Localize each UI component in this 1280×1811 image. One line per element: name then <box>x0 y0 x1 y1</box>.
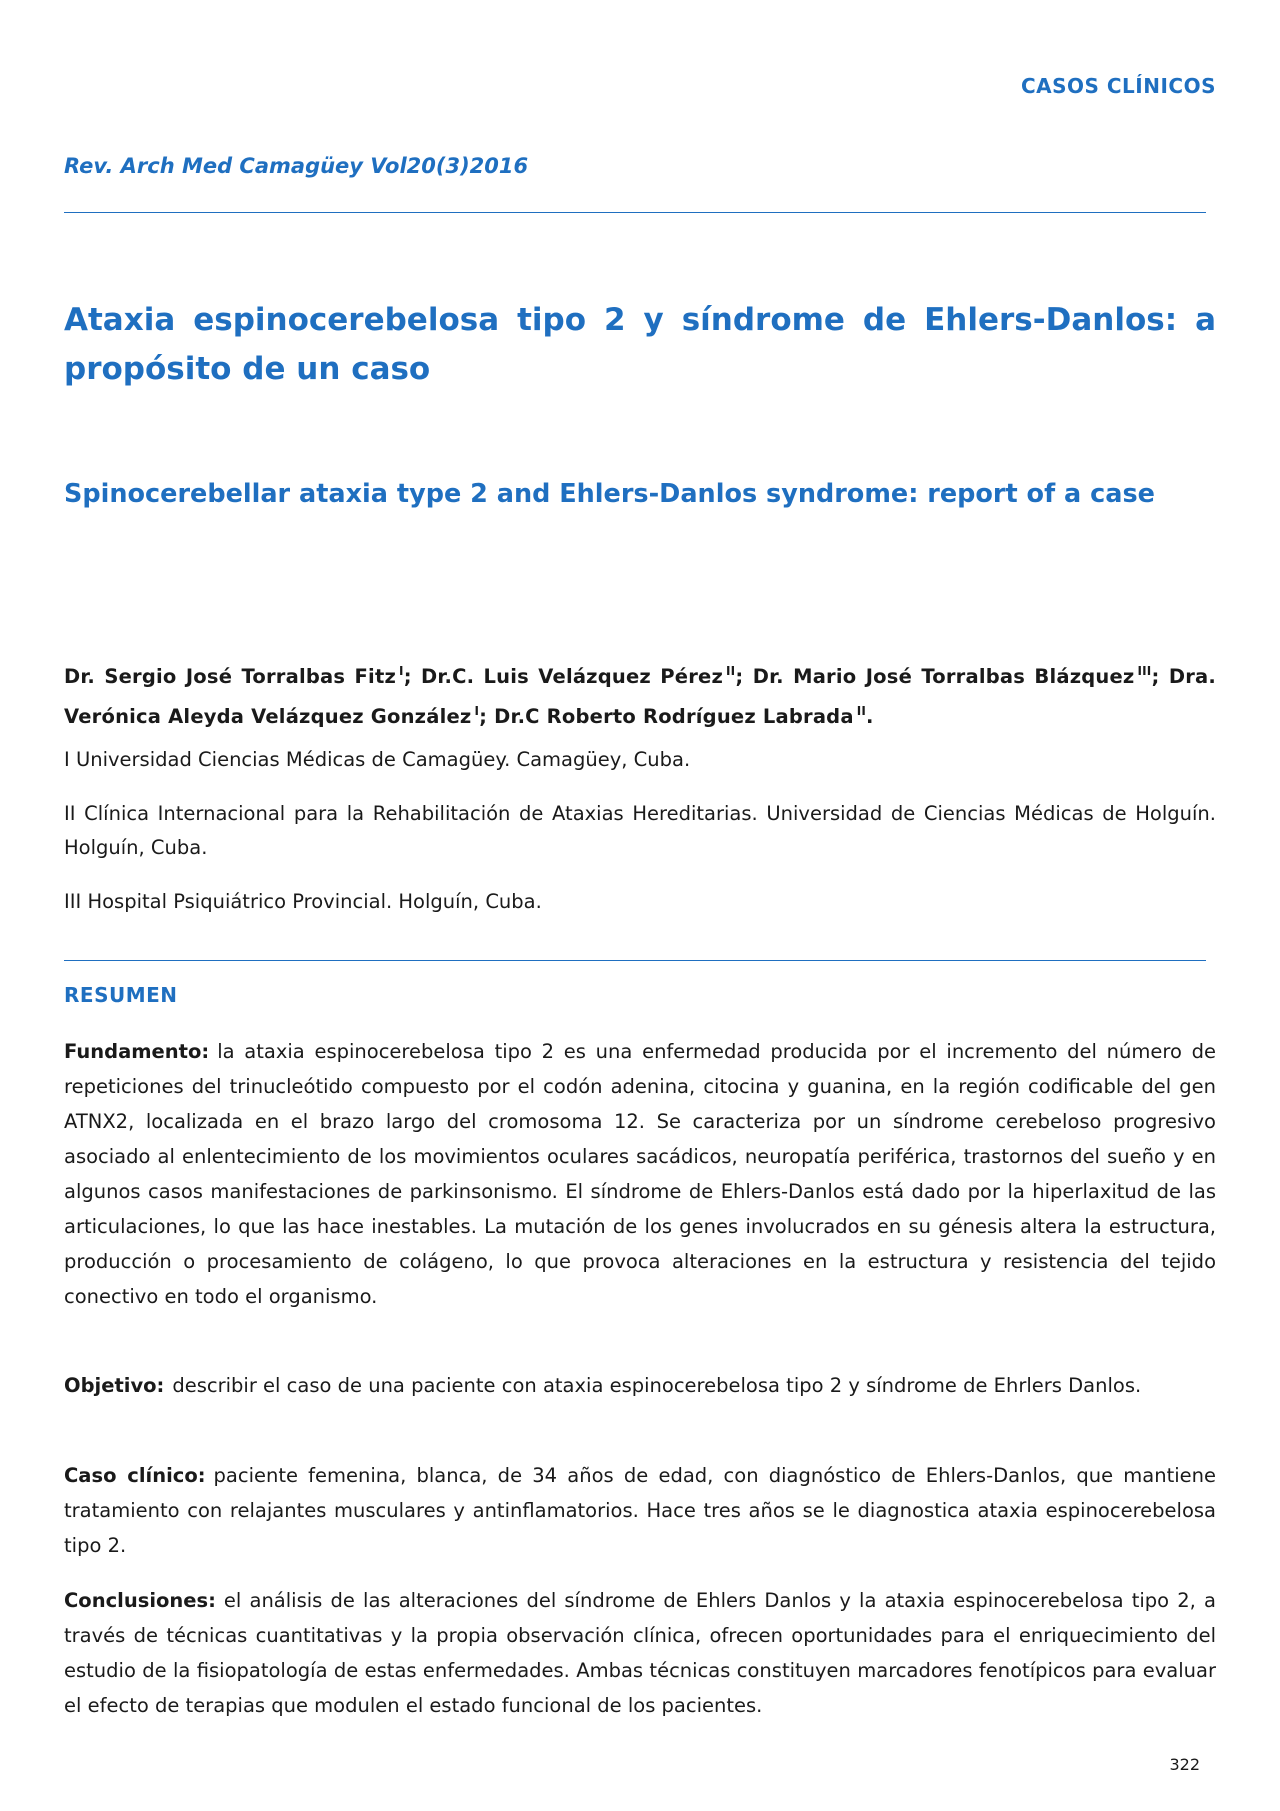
author-list <box>64 654 1216 734</box>
abstract-fundamento <box>64 1034 1216 1314</box>
author: Dr. Mario José Torralbas Blázquez $^{III}$; <box>752 664 1169 688</box>
abstract-conclusiones <box>64 1583 1216 1723</box>
abstract-caso-clinico <box>64 1458 1216 1563</box>
article-title-english: Spinocerebellar ataxia type 2 and Ehlers-Danlos syndrome: report of a case <box>64 479 1155 509</box>
section-label: CASOS CLÍNICOS <box>1020 74 1216 98</box>
objetivo-text: describir el caso de una paciente con ataxia espinocerebelosa tipo 2 y síndrome de Ehrlers Danlos. <box>172 1374 1142 1397</box>
caso-text: paciente femenina, blanca, de 34 años de edad, con diagnóstico de Ehlers-Danlos, que mantiene tratamiento con relajantes musculares y antinflamatorios. Hace tres años se le diagnostica ataxia espinocerebelosa tipo 2. <box>64 1464 1216 1557</box>
affiliation-2: II Clínica Internacional para la Rehabilitación de Ataxias Hereditarias. Universidad de Ciencias Médicas de Holguín. Holguín, Cuba. <box>64 802 1216 859</box>
fundamento-label: Fundamento: <box>64 1040 210 1063</box>
author: Dr.C. Luis Velázquez Pérez $^{II}$; <box>421 664 753 688</box>
page-number: 322 <box>1169 1755 1200 1774</box>
journal-citation: Rev. Arch Med Camagüey Vol20(3)2016 <box>64 154 529 178</box>
conclusiones-text: el análisis de las alteraciones del síndrome de Ehlers Danlos y la ataxia espinocerebelosa tipo 2, a través de técnicas cuantitativas y la propia observación clínica, ofrecen oportunidades para el enriquecimiento del estudio de la fisiopatología de estas enfermedades. Ambas técnicas constituyen marcadores fenotípicos para evaluar el efecto de terapias que modulen el estado funcional de los pacientes. <box>64 1589 1216 1717</box>
caso-label: Caso clínico: <box>64 1464 206 1487</box>
header-divider <box>64 212 1206 213</box>
affiliation-1: I Universidad Ciencias Médicas de Camagüey. Camagüey, Cuba. <box>64 748 691 771</box>
objetivo-label: Objetivo: <box>64 1374 165 1397</box>
abstract-divider <box>64 960 1206 961</box>
abstract-objetivo <box>64 1368 1216 1403</box>
conclusiones-label: Conclusiones: <box>64 1589 216 1612</box>
article-title: Ataxia espinocerebelosa tipo 2 y síndrome de Ehlers-Danlos: a propósito de un caso <box>64 302 1216 387</box>
author: Dr. Sergio José Torralbas Fitz $^I$; <box>64 664 422 688</box>
fundamento-text: la ataxia espinocerebelosa tipo 2 es una enfermedad producida por el incremento del número de repeticiones del trinucleótido compuesto por el codón adenina, citocina y guanina, en la región codificable del gen ATNX2, localizada en el brazo largo del cromosoma 12. Se caracteriza por un síndrome cerebeloso progresivo asociado al enlentecimiento de los movimientos oculares sacádicos, neuropatía periférica, trastornos del sueño y en algunos casos manifestaciones de parkinsonismo. El síndrome de Ehlers-Danlos está dado por la hiperlaxitud de las articulaciones, lo que las hace inestables. La mutación de los genes involucrados en su génesis altera la estructura, producción o procesamiento de colágeno, lo que provoca alteraciones en la estructura y resistencia del tejido conectivo en todo el organismo. <box>64 1040 1216 1308</box>
author: Dra. Verónica Aleyda Velázquez González $^I$; <box>64 665 1216 728</box>
affiliation-3: III Hospital Psiquiátrico Provincial. Holguín, Cuba. <box>64 890 542 913</box>
abstract-heading: RESUMEN <box>64 983 178 1007</box>
author: Dr.C Roberto Rodríguez Labrada $^{II}$. <box>494 704 874 728</box>
article-page <box>64 0 1216 1811</box>
